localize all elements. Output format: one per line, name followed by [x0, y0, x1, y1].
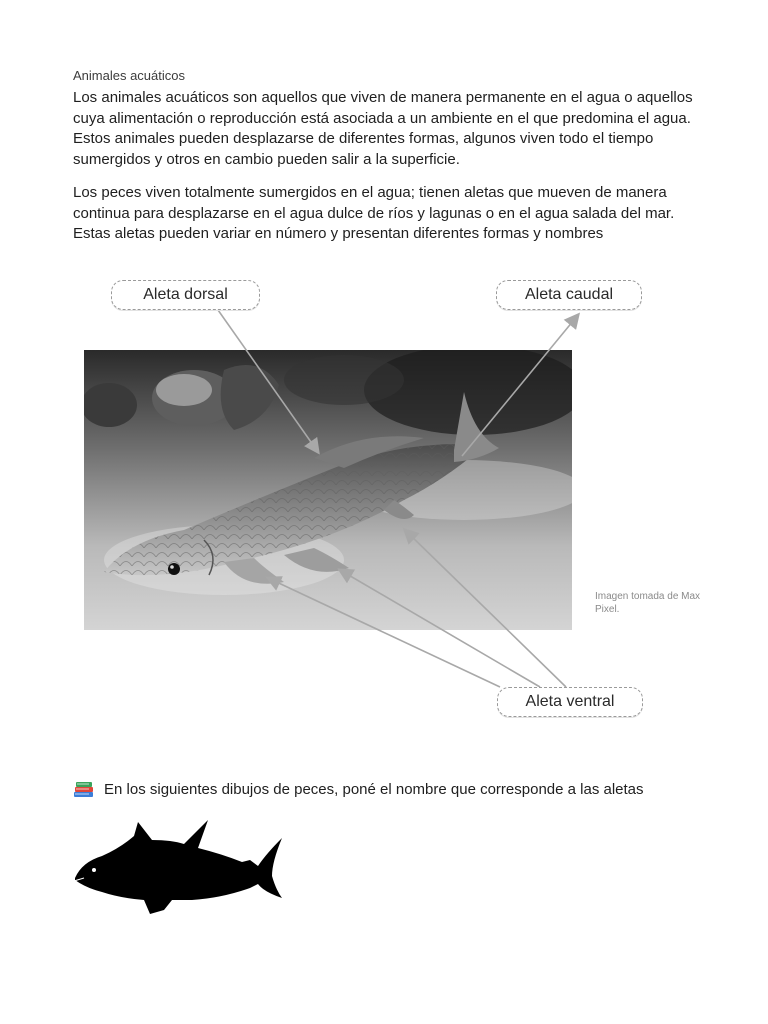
section-heading: Animales acuáticos: [73, 68, 185, 83]
fins-paragraph: Los peces viven totalmente sumergidos en el agua; tienen aletas que mueven de manera continua para desplazarse en el agua dulce de ríos y lagunas o en el agua salada del mar. Estas aletas pueden variar en número y presentan diferentes formas y nombres: [73, 184, 675, 242]
instruction-text: En los siguientes dibujos de peces, poné el nombre que corresponde a las aletas: [104, 780, 644, 798]
exercise-instruction: [73, 780, 644, 798]
tuna-silhouette: [72, 818, 284, 918]
label-caudal-fin: Aleta caudal: [496, 280, 642, 310]
label-ventral-fin: Aleta ventral: [497, 687, 643, 717]
books-icon: [73, 780, 95, 798]
label-dorsal-fin: Aleta dorsal: [111, 280, 260, 310]
fish-photo: [84, 350, 572, 630]
fish-fins-figure: [0, 260, 768, 740]
intro-paragraph: Los animales acuáticos son aquellos que viven de manera permanente en el agua o aquellos cuya alimentación o reproducción está asociada a un ambiente en el que predomina el agua. Estos animales pueden desplazarse de diferentes formas, algunos viven todo el tiempo sumergidos y otros en cambio pueden salir a la superficie.: [73, 89, 693, 168]
image-credit: Imagen tomada de Max Pixel.: [595, 591, 701, 615]
